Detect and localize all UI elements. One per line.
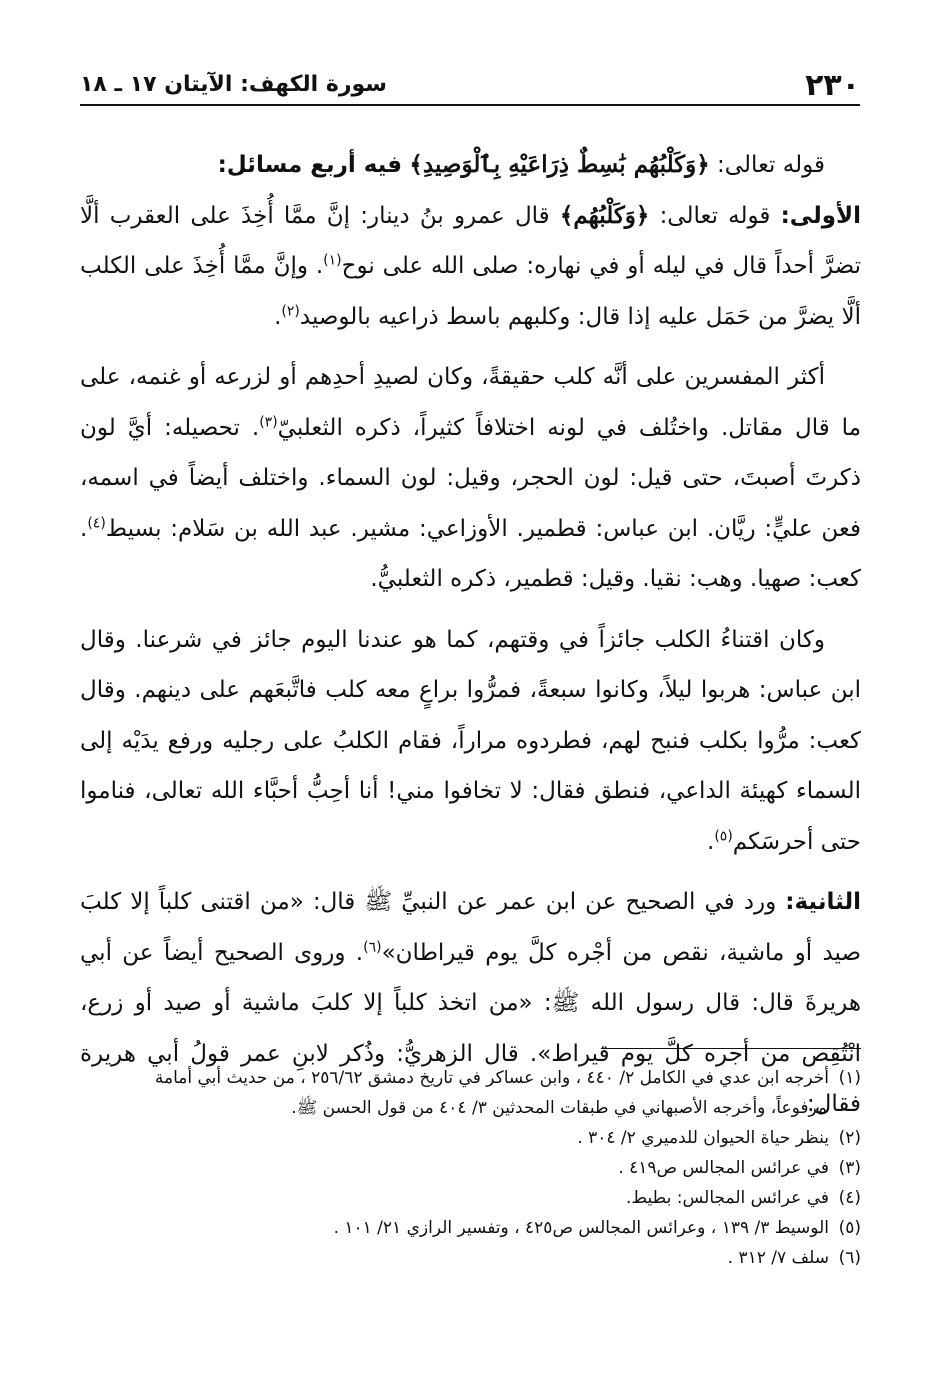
text-segment: . تحصيله: أيَّ لون ذكرتَ أصبتَ، حتى قيل: لون الحجر، وقيل: لون السماء. واختلف أيضاً في اسمه، فعن عليٍّ: ريَّان. ابن عباس: قطمير. الأوزاعي: مشير. عبد الله بن سَلام: بسيط	[80, 414, 861, 542]
footnote-item	[80, 1243, 861, 1273]
intro-lead: قوله تعالى:	[717, 152, 825, 178]
main-text	[80, 140, 861, 1140]
text-segment: . وإنَّ ممَّا أُخِذَ على الكلب ألَّا يضرَّ من حَمَل عليه إذا قال: وكلبهم باسط ذراعيه بالوصيد	[80, 253, 861, 330]
text-segment: . وروى الصحيح أيضاً عن أبي هريرةَ قال: قال رسول الله ﷺ: «من اتخذ كلباً إلا كلبَ ماشية أو صيد أو زرع، انْتُقِص من أجره كلَّ يوم قيراط». قال الزهريُّ: وذُكر لابنِ عمر قولُ أبي هريرة فقال:	[80, 939, 861, 1117]
page-number: ٢٣٠	[805, 68, 860, 103]
intro-tail: فيه أربع مسائل:	[217, 152, 403, 178]
paragraph-dog-colour	[80, 352, 861, 605]
footnote-item	[80, 1123, 861, 1153]
issue-label-first: الأولى:	[780, 202, 862, 229]
footnote-divider	[601, 1048, 861, 1049]
header-divider	[80, 104, 860, 106]
footnote-number: (٦)	[838, 1248, 861, 1268]
footnote-text: الوسيط ٣/ ١٣٩ ، وعرائس المجالس ص٤٢٥ ، وتفسير الرازي ٢١/ ١٠١ .	[333, 1218, 829, 1238]
footnote-item	[80, 1213, 861, 1243]
text-segment: .	[707, 828, 715, 855]
running-title: سورة الكهف: الآيتان ١٧ ـ ١٨	[80, 72, 387, 97]
quran-verse: ﴿وَكَلْبُهُم﴾	[559, 201, 650, 229]
footnote-text: في عرائس المجالس ص٤١٩ .	[618, 1158, 829, 1178]
paragraph-intro	[80, 140, 861, 191]
footnote-text: ينظر حياة الحيوان للدميري ٢/ ٣٠٤ .	[577, 1128, 829, 1148]
footnote-text: مرفوعاً، وأخرجه الأصبهاني في طبقات المحدثين ٣/ ٤٠٤ من قول الحسن ﷺ.	[291, 1098, 827, 1118]
footnote-number: (٣)	[838, 1158, 861, 1178]
text-segment: وكان اقتناءُ الكلب جائزاً في وقتهم، كما هو عندنا اليوم جائز في شرعنا. وقال ابن عباس: هربوا ليلاً، وكانوا سبعةً، فمرُّوا براعٍ معه كلب فاتَّبعَهم على دينهم. وقال كعب: مرُّوا بكلب فنبح لهم، فطردوه مراراً، فقام الكلبُ على رجليه ورفع يدَيْه إلى السماء كهيئة الداعي، فنطق فقال: لا تخافوا مني! أنا أحِبُّ أحبَّاء الله تعالى، فناموا حتى أحرسَكم	[80, 626, 861, 855]
footnote-ref[interactable]: (٢)	[281, 302, 300, 319]
text-segment: ورد في الصحيح عن ابن عمر عن النبيِّ ﷺ قال: «من اقتنى كلباً إلا كلبَ صيد أو ماشية، نقص من أجْره كلَّ يوم قيراطان»	[80, 889, 861, 966]
footnote-text: أخرجه ابن عدي في الكامل ٢/ ٤٤٠ ، وابن عساكر في تاريخ دمشق ٢٥٦/٦٢ ، من حديث أبي أمامة	[154, 1068, 829, 1088]
footnote-number: (١)	[838, 1068, 861, 1088]
paragraph-first-issue	[80, 191, 861, 343]
footnote-ref[interactable]: (١)	[323, 252, 342, 269]
footnote-number: (٤)	[838, 1188, 861, 1208]
footnote-text: سلف ٧/ ٣١٢ .	[727, 1248, 829, 1268]
footnote-ref[interactable]: (٣)	[259, 413, 278, 430]
issue-label-second: الثانية:	[785, 889, 861, 915]
footnote-number: (٥)	[838, 1218, 861, 1238]
footnote-ref[interactable]: (٥)	[714, 827, 733, 844]
footnote-number: (٢)	[838, 1128, 861, 1148]
footnote-ref[interactable]: (٦)	[363, 938, 382, 955]
footnotes	[80, 1063, 861, 1273]
text-segment: .	[274, 303, 282, 330]
footnote-item	[80, 1153, 861, 1183]
quran-verse: ﴿وَكَلْبُهُم بَٰسِطٌ ذِرَاعَيْهِ بِٱلْوَصِيدِ﴾	[409, 151, 710, 178]
paragraph-dog-story	[80, 615, 861, 868]
footnote-ref[interactable]: (٤)	[87, 514, 106, 531]
text-segment: قوله تعالى:	[659, 202, 771, 229]
footnote-text: في عرائس المجالس: بطيط.	[626, 1188, 829, 1208]
text-segment: أكثر المفسرين على أنَّه كلب حقيقةً، وكان لصيدِ أحدِهم أو لزرعه أو غنمه، على ما قال مقاتل. واختُلف في لونه اختلافاً كثيراً، ذكره الثعلبيّ	[80, 364, 862, 441]
text-segment: . كعب: صهيا. وهب: نقيا. وقيل: قطمير، ذكره الثعلبيُّ.	[80, 515, 861, 592]
footnote-item	[80, 1063, 861, 1093]
footnote-continuation	[80, 1093, 861, 1123]
page-header	[80, 62, 860, 106]
footnote-item	[80, 1183, 861, 1213]
text-segment: قال عمرو بنُ دينار: إنَّ ممَّا أُخِذَ على العقرب ألَّا تضرَّ أحداً قال في ليله أو في نهاره: صلى الله على نوح	[80, 202, 861, 279]
